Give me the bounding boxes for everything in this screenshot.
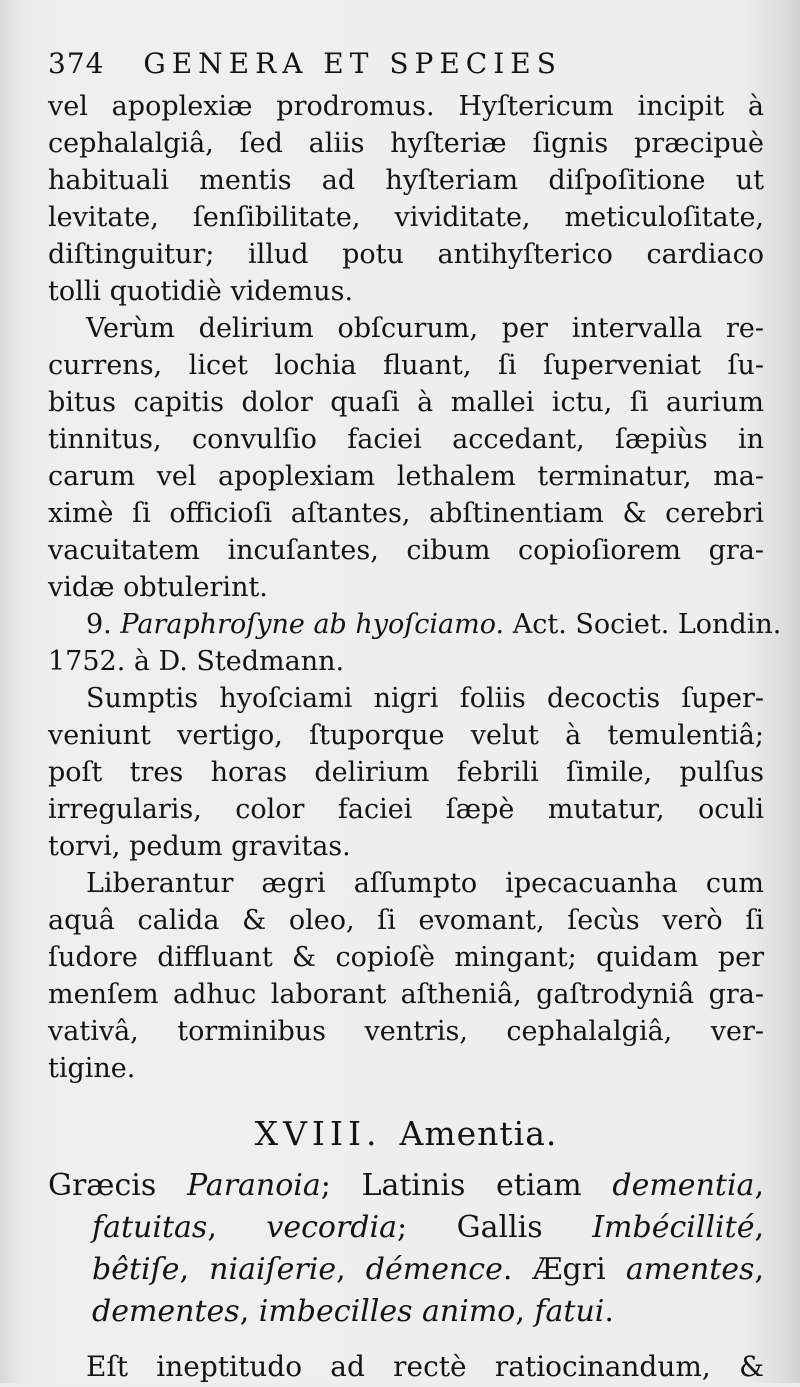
text-line: vativâ, torminibus ventris, cephalalgiâ, ver- [48, 1016, 764, 1047]
synonym-text: , [515, 1294, 535, 1329]
synonyms-paragraph [48, 1165, 764, 1333]
text-line: torvi, pedum gravitas. [48, 831, 351, 862]
text-line: aquâ calida & oleo, ſi evomant, ſecùs verò ſi [48, 905, 764, 936]
synonym-term: amentes [625, 1252, 755, 1287]
synonym-term: Paranoia [186, 1168, 321, 1203]
text-line: diſtinguitur; illud potu antihyſterico cardiaco [48, 239, 764, 270]
text-line: vidæ obtulerint. [48, 572, 268, 603]
paragraph-2 [48, 310, 764, 606]
heading-number: 9. [86, 609, 112, 640]
synonym-text: ; Latinis etiam [320, 1168, 613, 1203]
paragraph-4 [48, 865, 764, 1087]
text-line: vacuitatem incuſantes, cibum copioſiorem gra- [48, 535, 764, 566]
synonym-text: , [207, 1210, 267, 1245]
text-line: tinnitus, convulſio faciei accedant, ſæpiùs in [48, 424, 764, 455]
paragraph-3 [48, 680, 764, 865]
text-line: tigine. [48, 1053, 136, 1084]
heading-source: Act. Societ. Londin. [512, 609, 782, 640]
text-line: cephalalgiâ, ſed aliis hyſteriæ ſignis præcipuè [48, 128, 764, 159]
synonym-text: , [179, 1252, 210, 1287]
text-line: Sumptis hyoſciami nigri foliis decoctis ſuper- [86, 683, 764, 714]
text-line: poſt tres horas delirium febrili ſimile, pulſus [48, 757, 764, 788]
section-heading [48, 1103, 764, 1165]
running-title: GENERA ET SPECIES [143, 47, 562, 80]
text-line: habituali mentis ad hyſteriam diſpoſitione ut [48, 165, 764, 196]
synonym-text: . [604, 1294, 614, 1329]
text-line: Liberantur ægri aſſumpto ipecacuanha cum [86, 868, 764, 899]
synonym-term: dementes [92, 1294, 240, 1329]
text-line: menſem adhuc laborant aſtheniâ, gaſtrodyniâ gra- [48, 979, 764, 1010]
text-line: irregularis, color faciei ſæpè mutatur, oculi [48, 794, 764, 825]
heading-title: Paraphroſyne ab hyoſciamo. [120, 609, 505, 640]
text-line: vel apoplexiæ prodromus. Hyſtericum incipit à [48, 91, 764, 122]
synonym-text: , [754, 1168, 764, 1203]
text-line: currens, licet lochia fluant, ſi ſuperveniat ſu- [48, 350, 764, 381]
text-line: ximè ſi officioſi aſtantes, abſtinentiam & cerebri [48, 498, 764, 529]
text-line: veniunt vertigo, ſtuporque velut à temulentiâ; [48, 720, 764, 751]
synonym-text: , [336, 1252, 366, 1287]
page-number: 374 [48, 47, 105, 80]
synonym-term: vecordia [266, 1210, 397, 1245]
page-content [48, 40, 782, 1387]
synonym-term: bêtiſe [92, 1252, 180, 1287]
synonym-text: , [754, 1252, 765, 1287]
synonym-term: dementia [612, 1168, 755, 1203]
synonym-text: , [239, 1294, 259, 1329]
synonym-term: niaiſerie [209, 1252, 337, 1287]
section-title: Amentia. [399, 1114, 558, 1153]
synonym-text: . Ægri [502, 1252, 626, 1287]
synonym-line [48, 1207, 764, 1249]
synonym-text: ; Gallis [396, 1210, 593, 1245]
synonym-text: Græcis [48, 1168, 187, 1203]
synonym-term: Imbécillité [592, 1210, 755, 1245]
synonym-term: imbecilles animo [258, 1294, 516, 1329]
synonym-line [48, 1249, 764, 1291]
text-line: bitus capitis dolor quaſi à mallei ictu, ſi aurium [48, 387, 764, 418]
synonym-term: démence [365, 1252, 503, 1287]
running-header [48, 40, 764, 88]
paragraph-1 [48, 88, 764, 310]
text-line: tolli quotidiè videmus. [48, 276, 354, 307]
synonym-line [48, 1291, 764, 1333]
text-line: ſudore diffluant & copioſè mingant; quidam per [48, 942, 764, 973]
synonym-term: fatuitas [92, 1210, 208, 1245]
section-number: XVIII. [254, 1114, 382, 1153]
text-line: levitate, ſenſibilitate, vividitate, meticuloſitate, [48, 202, 764, 233]
synonym-term: fatui [534, 1294, 605, 1329]
heading-year-line: 1752. à D. Stedmann. [48, 646, 345, 677]
synonym-text: , [754, 1210, 764, 1245]
synonym-line [48, 1165, 764, 1207]
text-line: carum vel apoplexiam lethalem terminatur, ma- [48, 461, 764, 492]
heading-line [48, 606, 782, 643]
last-line: Eſt ineptitudo ad rectè ratiocinandum, & [86, 1350, 764, 1383]
paraphrosyne-heading [48, 606, 782, 680]
text-line: Verùm delirium obſcurum, per intervalla re- [86, 313, 764, 344]
